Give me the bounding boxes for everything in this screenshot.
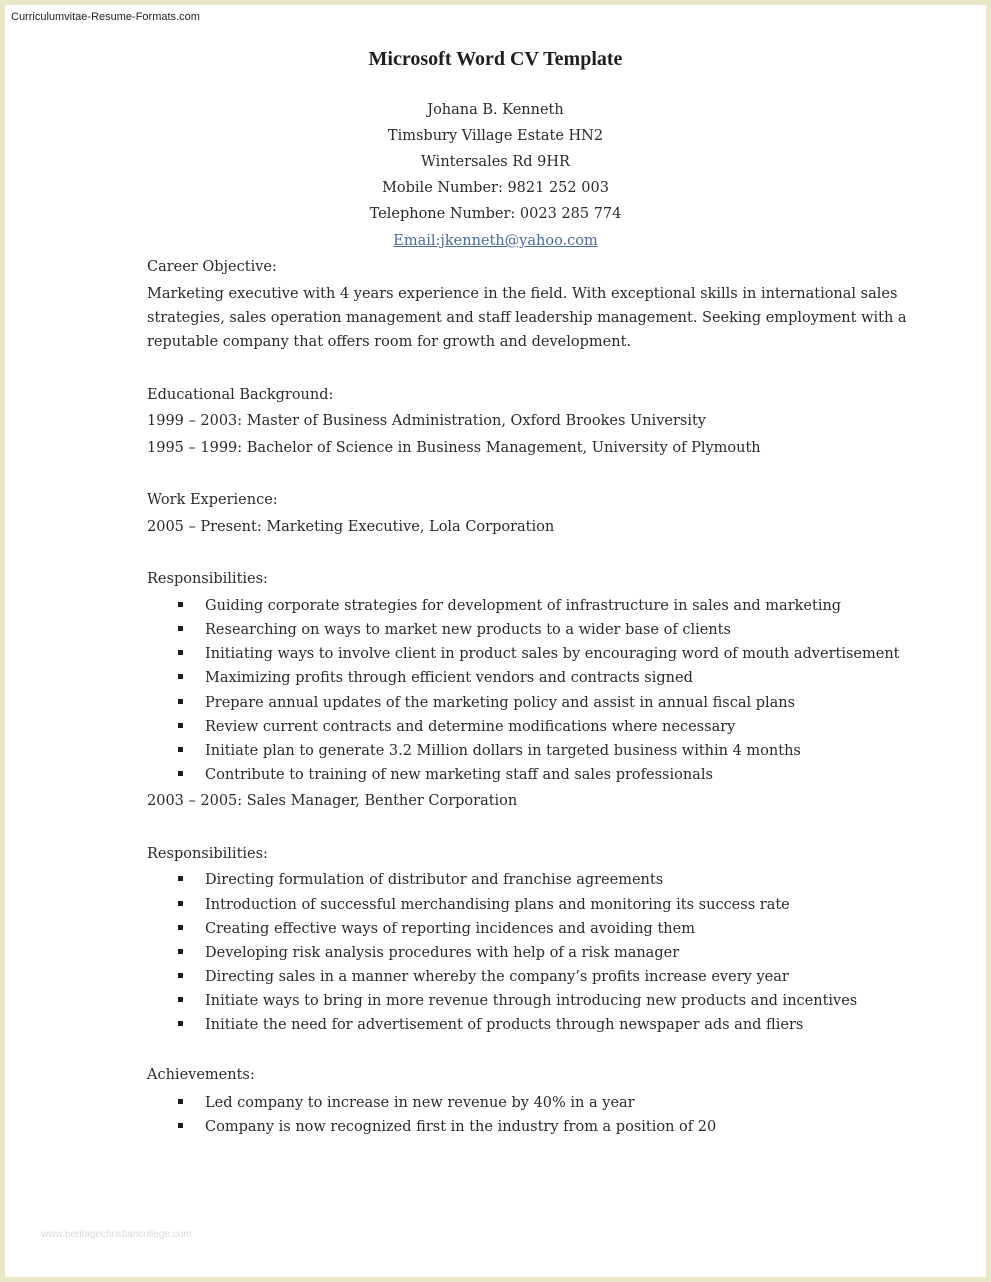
- bullet-icon: [178, 1123, 183, 1128]
- bullet-icon: [178, 925, 183, 930]
- list-item: [178, 742, 801, 760]
- bullet-icon: [178, 674, 183, 679]
- job-entry: 2005 – Present: Marketing Executive, Lola Corporation: [147, 519, 555, 535]
- education-item: 1999 – 2003: Master of Business Administration, Oxford Brookes University: [147, 413, 706, 429]
- list-item-text: Initiate plan to generate 3.2 Million dollars in targeted business within 4 months: [205, 743, 801, 759]
- list-item: [178, 694, 795, 712]
- list-item-text: Introduction of successful merchandising plans and monitoring its success rate: [205, 897, 790, 913]
- site-label: Curriculumvitae-Resume-Formats.com: [11, 11, 200, 23]
- list-item-text: Creating effective ways of reporting incidences and avoiding them: [205, 921, 695, 937]
- page-title: Microsoft Word CV Template: [368, 48, 623, 70]
- education-item: 1995 – 1999: Bachelor of Science in Business Management, University of Plymouth: [147, 440, 761, 456]
- list-item-text: Directing sales in a manner whereby the company’s profits increase every year: [205, 969, 789, 985]
- list-item-text: Company is now recognized first in the industry from a position of 20: [205, 1119, 717, 1135]
- bullet-icon: [178, 747, 183, 752]
- bullet-icon: [178, 973, 183, 978]
- list-item-text: Guiding corporate strategies for development of infrastructure in sales and marketing: [205, 598, 842, 614]
- list-item-text: Led company to increase in new revenue by 40% in a year: [205, 1095, 635, 1111]
- bullet-icon: [178, 949, 183, 954]
- list-item: [178, 1094, 635, 1112]
- bullet-icon: [178, 1021, 183, 1026]
- list-item-text: Contribute to training of new marketing staff and sales professionals: [205, 767, 713, 783]
- bullet-icon: [178, 626, 183, 631]
- career-objective-heading: Career Objective:: [147, 259, 277, 275]
- list-item-text: Initiate the need for advertisement of products through newspaper ads and fliers: [205, 1017, 804, 1033]
- responsibilities-heading: Responsibilities:: [147, 846, 268, 862]
- education-heading: Educational Background:: [147, 387, 334, 403]
- contact-address-line-1: Timsbury Village Estate HN2: [387, 128, 604, 144]
- list-item-text: Prepare annual updates of the marketing policy and assist in annual fiscal plans: [205, 695, 796, 711]
- bullet-icon: [178, 650, 183, 655]
- responsibilities-heading: Responsibilities:: [147, 571, 268, 587]
- list-item-text: Maximizing profits through efficient vendors and contracts signed: [205, 670, 693, 686]
- contact-mobile: Mobile Number: 9821 252 003: [382, 180, 609, 196]
- list-item: [178, 766, 713, 784]
- bullet-icon: [178, 771, 183, 776]
- list-item-text: Initiating ways to involve client in product sales by encouraging word of mouth advertisement: [205, 646, 900, 662]
- list-item: [178, 1118, 716, 1136]
- list-item-text: Review current contracts and determine modifications where necessary: [205, 719, 736, 735]
- list-item: [178, 645, 900, 663]
- contact-name: Johana B. Kenneth: [427, 102, 564, 118]
- list-item: [178, 597, 841, 615]
- career-objective-line: Marketing executive with 4 years experience in the field. With exceptional skills in international sales: [147, 286, 898, 302]
- list-item: [178, 871, 663, 889]
- contact-email-link[interactable]: Email:jkenneth@yahoo.com: [393, 233, 598, 249]
- list-item: [178, 669, 693, 687]
- document-page: [5, 5, 986, 1277]
- list-item: [178, 1016, 803, 1034]
- list-item: [178, 896, 790, 914]
- list-item-text: Initiate ways to bring in more revenue through introducing new products and incentives: [205, 993, 858, 1009]
- bullet-icon: [178, 901, 183, 906]
- achievements-heading: Achievements:: [147, 1067, 255, 1083]
- list-item: [178, 621, 731, 639]
- list-item: [178, 718, 735, 736]
- contact-telephone: Telephone Number: 0023 285 774: [369, 206, 622, 222]
- list-item-text: Directing formulation of distributor and franchise agreements: [205, 872, 664, 888]
- list-item-text: Developing risk analysis procedures with help of a risk manager: [205, 945, 680, 961]
- list-item: [178, 944, 679, 962]
- job-entry: 2003 – 2005: Sales Manager, Benther Corporation: [147, 793, 518, 809]
- bullet-icon: [178, 723, 183, 728]
- watermark: www.heritagechristiancollege.com: [41, 1229, 192, 1240]
- career-objective-line: strategies, sales operation management and staff leadership management. Seeking employment with a: [147, 310, 907, 326]
- bullet-icon: [178, 997, 183, 1002]
- bullet-icon: [178, 876, 183, 881]
- bullet-icon: [178, 699, 183, 704]
- list-item: [178, 920, 695, 938]
- bullet-icon: [178, 1099, 183, 1104]
- list-item: [178, 968, 789, 986]
- bullet-icon: [178, 602, 183, 607]
- work-experience-heading: Work Experience:: [147, 492, 278, 508]
- contact-address-line-2: Wintersales Rd 9HR: [421, 154, 570, 170]
- career-objective-line: reputable company that offers room for growth and development.: [147, 334, 632, 350]
- list-item-text: Researching on ways to market new products to a wider base of clients: [205, 622, 731, 638]
- list-item: [178, 992, 857, 1010]
